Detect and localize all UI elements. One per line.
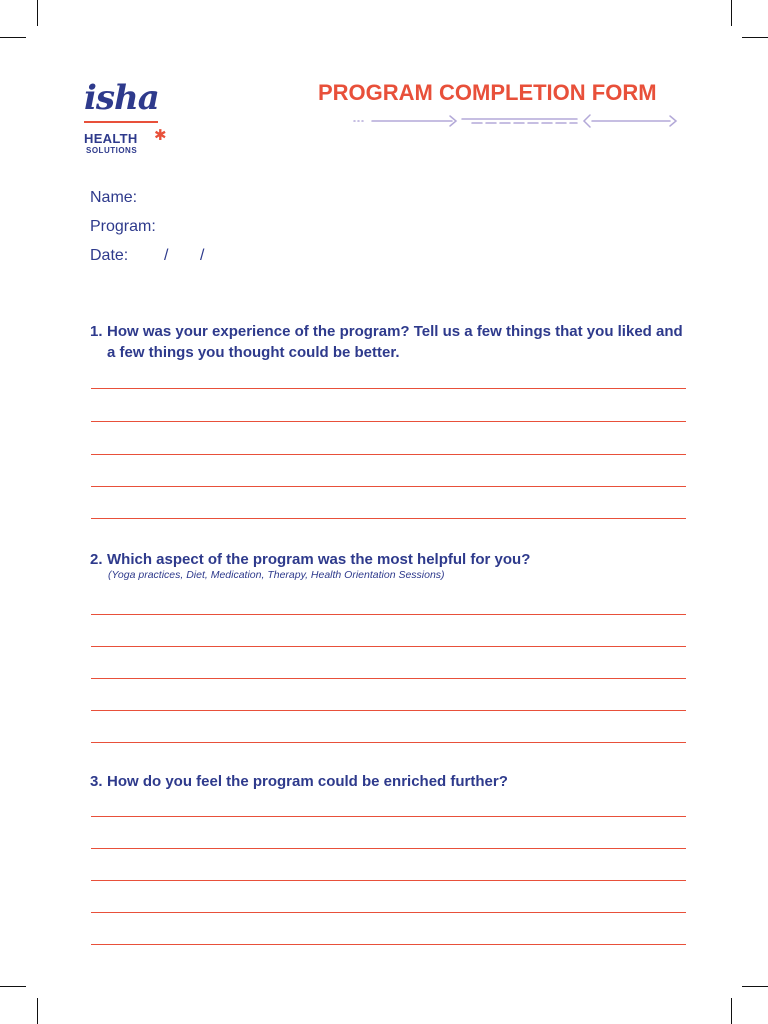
date-separator: / — [200, 247, 205, 264]
answer-line[interactable] — [91, 880, 686, 881]
answer-line[interactable] — [91, 742, 686, 743]
answer-line[interactable] — [91, 678, 686, 679]
isha-health-logo — [84, 78, 174, 158]
answer-line[interactable] — [91, 816, 686, 817]
hibiscus-icon: ✱ — [154, 127, 167, 144]
program-field-label: Program: — [90, 218, 156, 235]
question-number: 1. — [90, 323, 103, 340]
title-ornament — [352, 110, 682, 130]
crop-mark — [37, 998, 38, 1024]
logo-underline — [84, 121, 158, 123]
logo-solutions-text: SOLUTIONS — [86, 146, 138, 155]
answer-line[interactable] — [91, 710, 686, 711]
crop-mark — [742, 37, 768, 38]
answer-line[interactable] — [91, 421, 686, 422]
answer-line[interactable] — [91, 486, 686, 487]
question-text: Which aspect of the program was the most helpful for you? — [107, 551, 531, 568]
answer-line[interactable] — [91, 646, 686, 647]
date-separator: / — [164, 247, 169, 264]
crop-mark — [731, 0, 732, 26]
question-hint: (Yoga practices, Diet, Medication, Therapy, Health Orientation Sessions) — [108, 569, 445, 581]
question-number: 3. — [90, 773, 103, 790]
question-text: How was your experience of the program? Tell us a few things that you liked and a few things you thought could be better. — [107, 323, 683, 361]
question-number: 2. — [90, 551, 103, 568]
logo-health-text: HEALTH — [84, 131, 138, 146]
page-title: PROGRAM COMPLETION FORM — [318, 80, 657, 105]
crop-mark — [742, 986, 768, 987]
answer-line[interactable] — [91, 614, 686, 615]
crop-mark — [0, 986, 26, 987]
date-field-label: Date: — [90, 247, 129, 264]
answer-line[interactable] — [91, 454, 686, 455]
crop-mark — [0, 37, 26, 38]
logo-wordmark: isha — [84, 78, 159, 118]
crop-mark — [37, 0, 38, 26]
answer-line[interactable] — [91, 944, 686, 945]
name-field-label: Name: — [90, 189, 138, 206]
answer-line[interactable] — [91, 388, 686, 389]
crop-mark — [731, 998, 732, 1024]
answer-line[interactable] — [91, 518, 686, 519]
answer-line[interactable] — [91, 848, 686, 849]
question-text: How do you feel the program could be enriched further? — [107, 773, 508, 790]
answer-line[interactable] — [91, 912, 686, 913]
